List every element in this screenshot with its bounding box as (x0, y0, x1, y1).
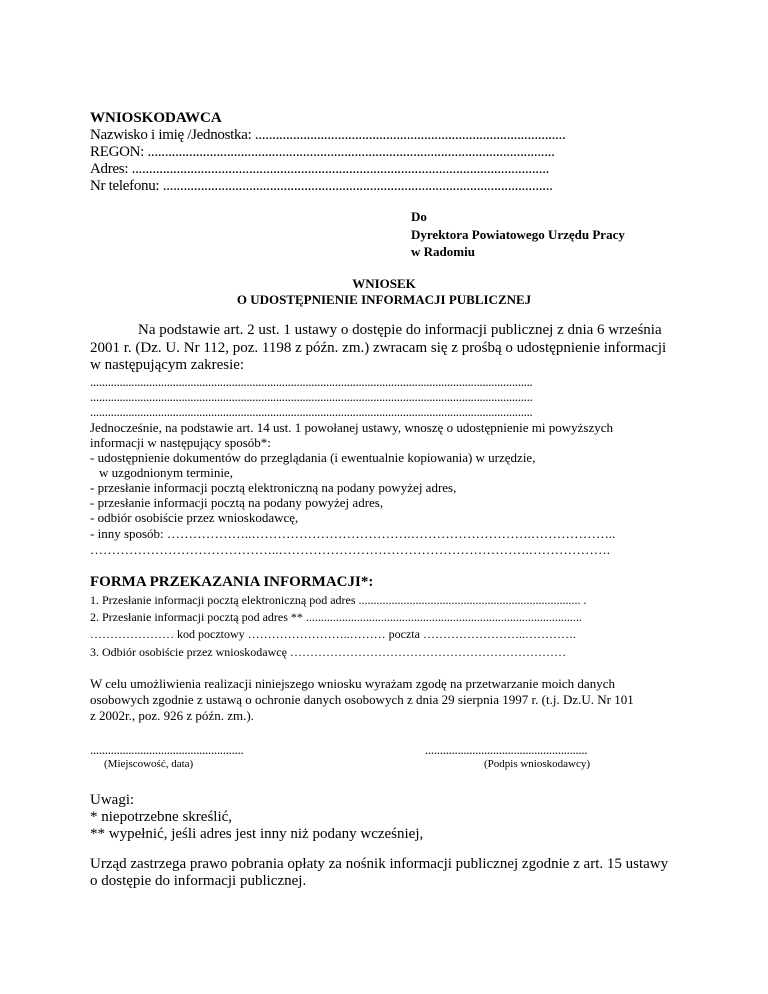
method-option-2: - przesłanie informacji pocztą elektroniczną na podany powyżej adres, (90, 480, 457, 495)
intro-line-1: Na podstawie art. 2 ust. 1 ustawy o dostępie do informacji publicznej z dnia 6 września (138, 322, 662, 338)
signature-dots: ....................................................... (425, 742, 588, 757)
intro-line-2: 2001 r. (Dz. U. Nr 112, poz. 1198 z późn. zm.) zwracam się z prośbą o udostępnienie informacji (90, 340, 667, 356)
scope-dots-3: ...................................................................................................................................................... (90, 404, 533, 419)
consent-line-1: W celu umożliwienia realizacji niniejszego wniosku wyrażam zgodę na przetwarzanie moich danych (90, 676, 615, 691)
place-date-dots: .................................................... (90, 742, 244, 757)
notes-heading: Uwagi: (90, 792, 135, 808)
method-option-3: - przesłanie informacji pocztą na podany powyżej adres, (90, 495, 384, 510)
recipient-do: Do (411, 209, 427, 224)
applicant-heading: WNIOSKODAWCA (90, 110, 222, 126)
title-subject: O UDOSTĘPNIENIE INFORMACJI PUBLICZNEJ (236, 292, 532, 307)
note-2: ** wypełnić, jeśli adres jest inny niż podany wcześniej, (90, 826, 424, 842)
scope-dots-1: ...................................................................................................................................................... (90, 374, 533, 389)
address-field-line: Adres: ......................................................................................................................... (90, 161, 550, 177)
intro-line-3: w następującym zakresie: (90, 357, 245, 373)
delivery-heading: FORMA PRZEKAZANIA INFORMACJI*: (90, 574, 374, 590)
consent-line-3: z 2002r., poz. 926 z późn. zm.). (90, 708, 254, 723)
signature-caption: (Podpis wnioskodawcy) (484, 758, 591, 770)
title-wniosek: WNIOSEK (352, 276, 416, 291)
delivery-item-personal: 3. Odbiór osobiście przez wnioskodawcę …………………………………………………………… (90, 645, 566, 659)
delivery-item-post: 2. Przesłanie informacji pocztą pod adres ** ............................................................................................ (90, 610, 582, 624)
delivery-item-email: 1. Przesłanie informacji pocztą elektroniczną pod adres .......................................................................... . (90, 593, 587, 607)
fee-notice-line-1: Urząd zastrzega prawo pobrania opłaty za nośnik informacji publicznej zgodnie z art. 15 ustawy (90, 856, 669, 872)
regon-field-line: REGON: ...................................................................................................................... (90, 144, 555, 160)
scope-dots-2: ...................................................................................................................................................... (90, 389, 533, 404)
method-line-1: Jednocześnie, na podstawie art. 14 ust. 1 powołanej ustawy, wnoszę o udostępnienie mi powyższych (90, 420, 614, 435)
name-field-line: Nazwisko i imię /Jednostka: .......................................................................................... (90, 127, 566, 143)
place-date-caption: (Miejscowość, data) (104, 758, 194, 770)
method-option-1: - udostępnienie dokumentów do przeglądania (i ewentualnie kopiowania) w urzędzie, (90, 450, 536, 465)
phone-field-line: Nr telefonu: ................................................................................................................. (90, 178, 553, 194)
recipient-director: Dyrektora Powiatowego Urzędu Pracy (411, 227, 625, 242)
method-line-2: informacji w następujący sposób*: (90, 435, 271, 450)
consent-line-2: osobowych zgodnie z ustawą o ochronie danych osobowych z dnia 29 sierpnia 1997 r. (t.j. Dz.U. Nr 101 (90, 692, 634, 707)
delivery-item-post-cont: ………………… kod pocztowy ……………………..……… poczta ……………………..…………. (90, 627, 576, 641)
method-option-5: - inny sposób: ………………..……………………………….……………………….……………….. (90, 526, 616, 541)
note-1: * niepotrzebne skreślić, (90, 809, 233, 825)
fee-notice-line-2: o dostępie do informacji publicznej. (90, 873, 307, 889)
recipient-city: w Radomiu (411, 244, 475, 259)
method-option-4: - odbiór osobiście przez wnioskodawcę, (90, 510, 299, 525)
method-option-5-cont: ……………………………………..………………………………………………….………………. (90, 542, 610, 557)
method-option-1-cont: w uzgodnionym terminie, (99, 465, 233, 480)
